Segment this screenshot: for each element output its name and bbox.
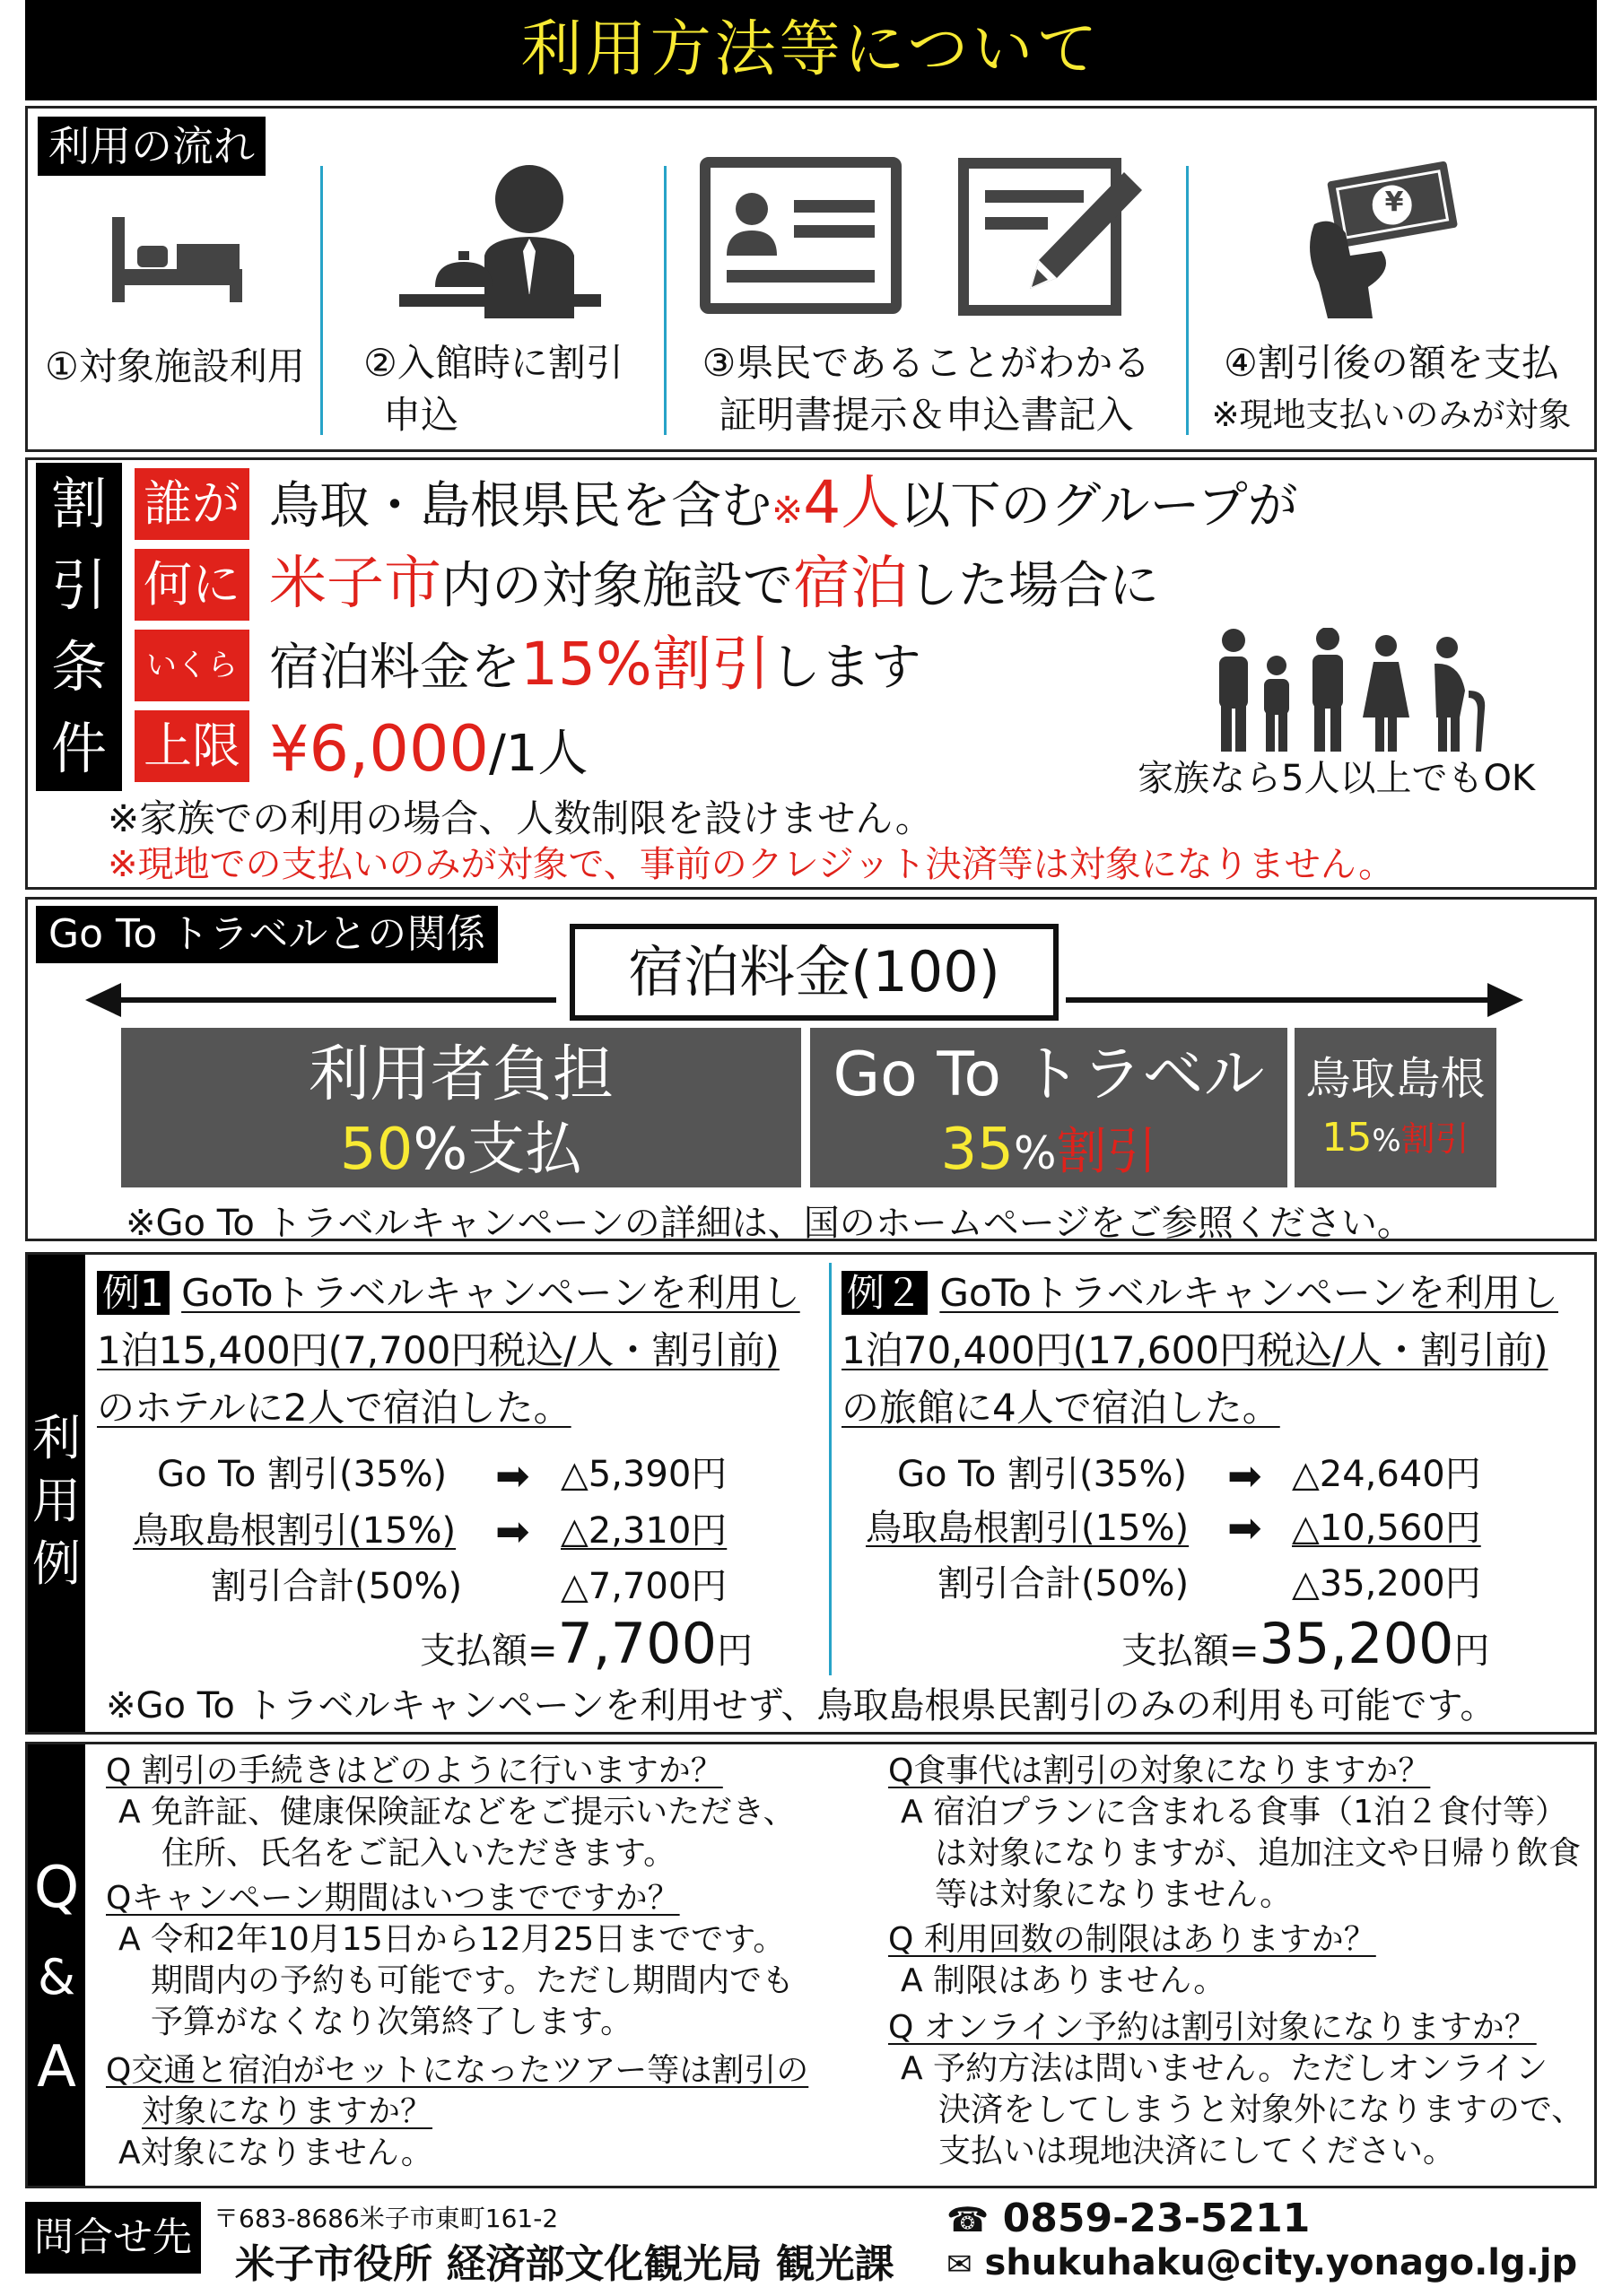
examples-side-label [28,1255,85,1732]
side-char: & [37,1949,76,2005]
payment-hand-icon [1296,161,1462,318]
segment-unit: % [413,1117,468,1183]
side-char: 割 [50,471,107,536]
segment-suffix: 割引 [1056,1123,1157,1181]
example-desc: 1泊70,400円(17,600円税込/人・割引前) [842,1328,1548,1372]
condition-text: 以下のグループが [900,477,1298,535]
segment-suffix: 支払 [467,1117,583,1183]
flow-step-label: ③県民であることがわかる [702,341,1151,385]
condition-tag-who: 誰が [135,468,249,540]
right-arrowhead [1487,983,1523,1017]
mail-icon: ✉ [946,2247,972,2283]
condition-text: します [770,639,921,697]
bed-icon [112,217,242,302]
side-char: A [37,2034,76,2100]
receptionist-icon [399,161,601,318]
example-tag: 例２ [842,1271,928,1315]
examples-note: ※Go To トラベルキャンペーンを利用せず、鳥取島根県民割引のみの利用も可能です。 [106,1685,1496,1726]
side-char: 例 [32,1535,81,1592]
answer: A 免許証、健康保険証などをご提示いただき、 [118,1794,796,1831]
segment-tottori-shimane [1295,1028,1496,1187]
example-2-row-tottori: 鳥取島根割引(15%) [866,1508,1190,1549]
answer: 支払いは現地決済にしてください。 [938,2133,1456,2170]
condition-text: /1人 [488,725,589,783]
segment-unit: % [1372,1123,1401,1159]
example-desc: GoToトラベルキャンペーンを利用し [181,1271,800,1315]
phone-icon: ☎ [946,2200,990,2239]
example-2-value-tottori: △10,560円 [1292,1508,1481,1549]
pay-unit: 円 [717,1631,754,1672]
total-fee-label: 宿泊料金(100) [628,939,1000,1004]
contact-label: 問合せ先 [25,2202,201,2274]
example-2 [842,1265,1595,1437]
left-arrow [121,997,556,1003]
flow-step-sub: 証明書提示＆申込書記入 [719,393,1134,437]
segment-pct: 15 [1321,1115,1373,1161]
condition-text: 鳥取・島根県民を含む [269,477,772,535]
condition-row-limit [269,709,588,789]
segment-value [810,1116,1287,1187]
question: Q交通と宿泊がセットになったツアー等は割引の [106,2052,809,2089]
arrow-icon: ➡ [495,1451,530,1500]
condition-text: 宿泊料金を [269,639,520,697]
segment-user-share [121,1028,801,1187]
highlight-text: ¥6,000 [269,712,489,786]
example-2-row-goto: Go To 割引(35%) [897,1454,1188,1495]
flow-separator [664,166,667,435]
flow-step-label: ①対象施設利用 [45,344,305,388]
highlight-text: 米子市 [269,551,441,617]
segment-unit: % [1013,1127,1057,1179]
goto-note: ※Go To トラベルキャンペーンの詳細は、国のホームページをご参照ください。 [126,1203,1413,1244]
answer: 決済をしてしまうと対象外になりますので、 [938,2092,1584,2128]
question: Q食事代は割引の対象になりますか？ [888,1752,1431,1789]
question: 対象になりますか？ [142,2093,433,2130]
question: Q 割引の手続きはどのように行いますか？ [106,1752,723,1789]
goto-heading: Go To トラベルとの関係 [36,906,498,963]
answer: A対象になりません。 [118,2135,433,2171]
example-desc: の旅館に4人で宿泊した。 [842,1386,1280,1430]
yen-symbol: ¥ [1384,187,1404,218]
segment-pct: 50 [339,1117,414,1183]
phone-number[interactable]: 0859-23-5211 [1002,2196,1311,2241]
condition-text: 内の対象施設で [441,557,793,615]
question: Qキャンペーン期間はいつまでですか？ [106,1880,680,1917]
segment-label: 利用者負担 [308,1039,614,1110]
example-1-row-goto [157,1446,447,1497]
side-char: 引 [50,552,107,618]
qa-side-label [28,1744,85,2186]
example-2-value-goto: △24,640円 [1292,1454,1481,1495]
header-banner [25,0,1597,100]
question: Q オンライン予約は割引対象になりますか？ [888,2009,1537,2046]
condition-tag-what: 何に [135,549,249,621]
example-desc: 1泊15,400円(7,700円税込/人・割引前) [97,1328,780,1372]
answer: A 制限はありません。 [901,1962,1226,1999]
pay-unit: 円 [1453,1631,1490,1672]
condition-tag-limit: 上限 [135,710,249,782]
flow-heading: 利用の流れ [38,117,266,176]
pay-label: 支払額= [420,1631,558,1672]
segment-label: 鳥取島根 [1305,1053,1486,1105]
family-note: 家族なら5人以上でもOK [1138,758,1536,799]
answer: A 令和2年10月15日から12月25日までです。 [118,1921,786,1958]
flow-step-sub: 申込 [383,393,459,437]
segment-pct: 35 [940,1117,1014,1183]
flow-step-1 [27,337,323,391]
arrow-icon: ➡ [1227,1451,1262,1500]
example-1-value-goto: △5,390円 [561,1454,728,1495]
example-2-pay [1121,1611,1489,1676]
conditions-note-payment: ※現地での支払いのみが対象で、事前のクレジット決済等は対象になりません。 [108,844,1395,885]
answer: 等は対象になりません。 [935,1876,1293,1913]
answer: 予算がなくなり次第終了します。 [151,2004,633,2040]
flow-step-sub: ※現地支払いのみが対象 [1211,396,1572,434]
conditions-note-family: ※家族での利用の場合、人数制限を設けません。 [108,796,933,840]
highlight-text: 15%割引 [520,630,771,699]
qa-right-column [888,1751,1588,2172]
condition-row-what [269,545,1159,622]
answer: A 宿泊プランに含まれる食事（1泊２食付等） [901,1794,1567,1831]
flow-step-label: ②入館時に割引 [363,341,624,385]
segment-goto [810,1028,1287,1187]
example-1 [97,1265,824,1437]
row-label: 鳥取島根割引(15%) [133,1510,457,1552]
pay-label: 支払額= [1121,1631,1260,1672]
segment-value [121,1116,801,1184]
example-tag: 例1 [97,1271,170,1315]
family-icon [1207,628,1494,753]
contact-address: 〒683-8686米子市東町161-2 [214,2204,559,2233]
qa-left-column [106,1751,850,2174]
condition-row-who [269,465,1298,542]
segment-label: Go To トラベル [833,1039,1265,1110]
contact-org: 米子市役所 経済部文化観光局 観光課 [235,2241,894,2287]
condition-row-how-much [269,626,921,703]
id-card-icon [700,157,902,314]
asterisk-mark: ※ [772,488,804,532]
segment-value [1295,1110,1496,1169]
question: Q 利用回数の制限はありますか？ [888,1921,1376,1958]
side-char: 利 [32,1410,81,1466]
answer: は対象になりますが、追加注文や日帰り飲食 [935,1835,1582,1872]
example-1-value-total: △7,700円 [561,1566,728,1607]
side-char: 用 [32,1473,81,1529]
page-title: 利用方法等について [520,14,1102,85]
flow-step-3 [668,337,1184,441]
condition-text: した場合に [908,557,1159,615]
highlight-text: 4人 [803,468,901,537]
flow-separator [1186,166,1189,435]
pay-value: 35,200 [1259,1611,1454,1676]
example-desc: のホテルに2人で宿泊した。 [97,1386,571,1430]
answer: 住所、氏名をご記入いただきます。 [161,1835,676,1872]
right-arrow [1066,997,1487,1003]
side-char: 件 [50,716,107,781]
example-desc: GoToトラベルキャンペーンを利用し [939,1271,1558,1315]
side-char: 条 [50,634,107,700]
side-char: Q [33,1855,80,1921]
answer: 期間内の予約も可能です。ただし期間内でも [151,1962,795,1999]
row-label: Go To 割引(35%) [157,1454,448,1495]
answer: A 予約方法は問いません。ただしオンライン [901,2050,1548,2087]
total-fee-box [570,924,1059,1021]
segment-suffix: 割引 [1400,1119,1469,1159]
form-pen-icon [958,154,1147,316]
flow-step-label: ④割引後の額を支払 [1224,341,1559,385]
flow-step-4 [1190,337,1593,441]
example-2-row-total: 割引合計(50%) [937,1563,1190,1605]
example-1-row-total: 割引合計(50%) [211,1566,463,1607]
contact-email [946,2242,1577,2283]
example-1-value-tottori: △2,310円 [561,1510,728,1552]
email-address[interactable]: shukuhaku@city.yonago.lg.jp [984,2242,1578,2283]
condition-tag-how-much: いくら [135,630,249,701]
highlight-text: 宿泊 [793,551,908,617]
contact-tel [946,2196,1310,2241]
example-2-value-total: △35,200円 [1292,1563,1481,1605]
flow-separator [320,166,323,435]
example-1-row-tottori [133,1502,456,1553]
examples-separator [829,1263,832,1675]
arrow-icon: ➡ [1227,1503,1262,1552]
left-arrowhead [85,983,121,1017]
example-1-pay [420,1611,753,1676]
flow-step-2 [325,337,662,441]
conditions-side-label [36,463,122,791]
pay-value: 7,700 [557,1611,718,1676]
arrow-icon: ➡ [495,1507,530,1555]
